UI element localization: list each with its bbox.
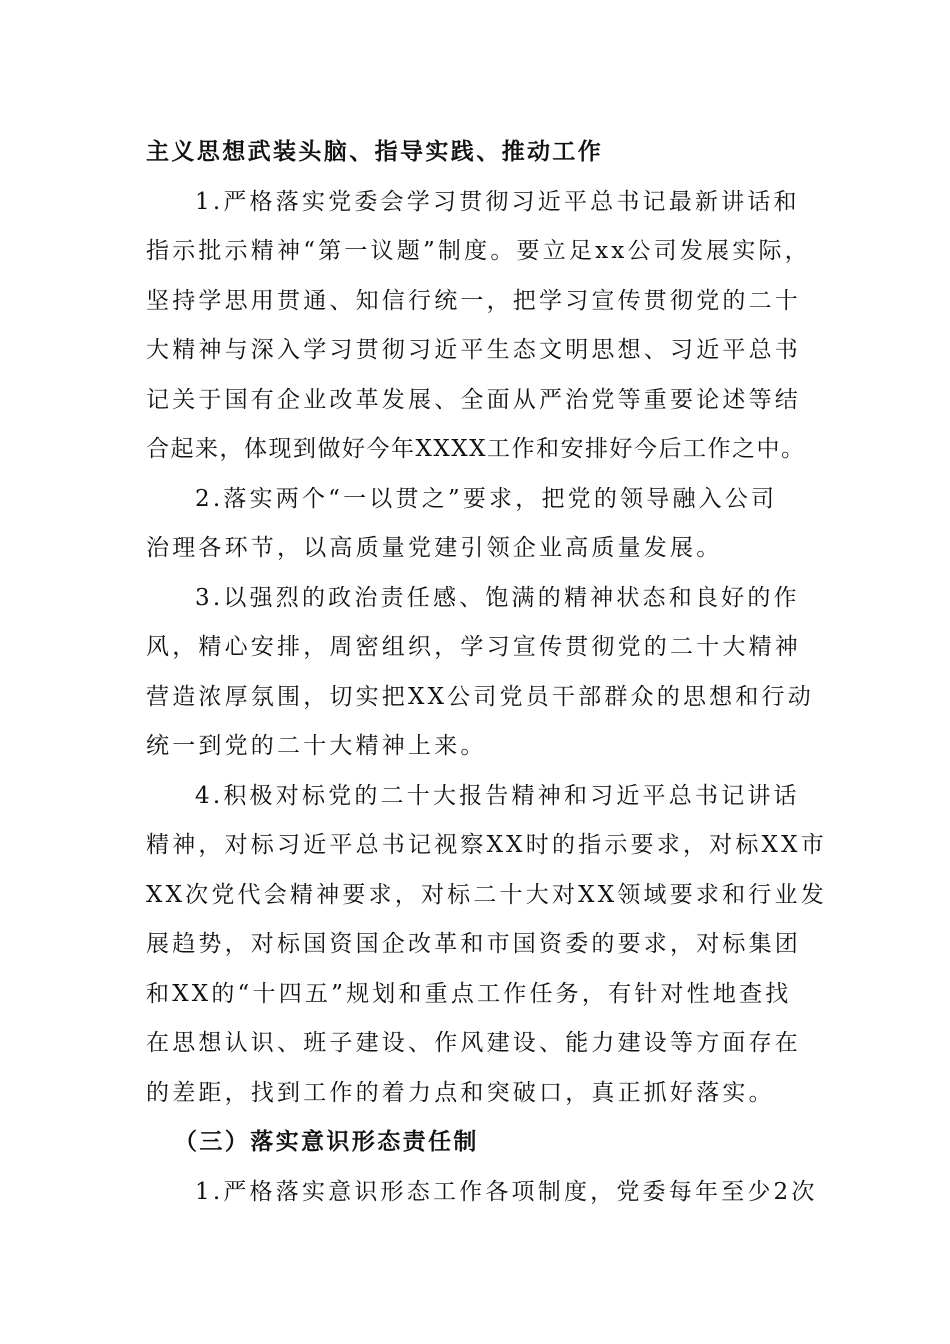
section-heading-3: （三）落实意识形态责任制 — [174, 1129, 479, 1155]
paragraph-4-line-4: 展趋势，对标国资国企改革和市国资委的要求，对标集团 — [146, 931, 801, 957]
paragraph-4-line-6: 在思想认识、班子建设、作风建设、能力建设等方面存在 — [146, 1030, 801, 1056]
paragraph-4-line-3: XX次党代会精神要求，对标二十大对XX领域要求和行业发 — [146, 881, 827, 908]
document-body — [146, 128, 827, 1217]
paragraph-4-line-2: 精神，对标习近平总书记视察XX时的指示要求，对标XX市 — [146, 832, 827, 858]
paragraph-1-line-3: 坚持学思用贯通、知信行统一，把学习宣传贯彻党的二十 — [146, 287, 801, 314]
paragraph-3-line-2: 风，精心安排，周密组织，学习宣传贯彻党的二十大精神 — [146, 634, 801, 660]
paragraph-1-line-1: 1.严格落实党委会学习贯彻习近平总书记最新讲话和 — [195, 188, 800, 215]
paragraph-3-line-1: 3.以强烈的政治责任感、饱满的精神状态和良好的作 — [195, 584, 800, 611]
paragraph-1-line-5: 记关于国有企业改革发展、全面从严治党等重要论述等结 — [146, 386, 801, 413]
paragraph-3-line-3: 营造浓厚氛围，切实把XX公司党员干部群众的思想和行动 — [146, 683, 814, 710]
paragraph-4-line-5: 和XX的“十四五”规划和重点工作任务，有针对性地查找 — [146, 980, 792, 1007]
paragraph-1-line-4: 大精神与深入学习贯彻习近平生态文明思想、习近平总书 — [146, 337, 801, 363]
section-continuation-heading: 主义思想武装头脑、指导实践、推动工作 — [146, 139, 604, 165]
paragraph-4-line-7: 的差距，找到工作的着力点和突破口，真正抓好落实。 — [146, 1079, 775, 1106]
paragraph-3-line-4: 统一到党的二十大精神上来。 — [146, 733, 487, 759]
paragraph-1-line-2: 指示批示精神“第一议题”制度。要立足xx公司发展实际， — [146, 238, 811, 264]
paragraph-4-line-1: 4.积极对标党的二十大报告精神和习近平总书记讲话 — [195, 782, 800, 809]
paragraph-5-line-1: 1.严格落实意识形态工作各项制度，党委每年至少2次 — [195, 1178, 818, 1205]
paragraph-2-line-1: 2.落实两个“一以贯之”要求，把党的领导融入公司 — [195, 485, 778, 512]
paragraph-2-line-2: 治理各环节，以高质量党建引领企业高质量发展。 — [146, 535, 723, 561]
paragraph-1-line-6: 合起来，体现到做好今年XXXX工作和安排好今后工作之中。 — [146, 436, 806, 462]
